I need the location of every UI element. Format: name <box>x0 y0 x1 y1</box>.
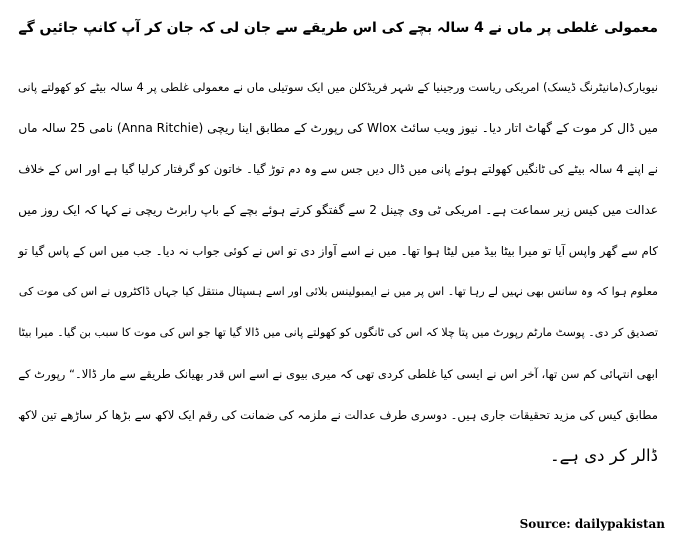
article-line: میں ڈال کر موت کے گھاٹ اتار دیا۔ نیوز ویب سائٹ Wlox کی رپورٹ کے مطابق اینا ریچی (Anna Ritchie) نامی 25 سالہ ماں <box>18 121 658 135</box>
article-line: عدالت میں کیس زیر سماعت ہے۔ امریکی ٹی وی چینل 2 سے گفتگو کرتے ہوئے بچے کے باپ رابرٹ ریچی نے کہا کہ ایک روز میں <box>18 203 658 217</box>
article-line: ڈالر کر دی ہے۔ <box>549 446 658 465</box>
article-line: تصدیق کر دی۔ پوسٹ مارٹم رپورٹ میں پتا چلا کہ اس کی ٹانگوں کو کھولتے پانی میں ڈالا گیا تھا جو اس کی موت کا سبب بن گیا۔ میرا بیٹا <box>18 326 658 339</box>
source-credit: Source: dailypakistan <box>519 517 665 531</box>
article-line: نے اپنے 4 سالہ بیٹے کی ٹانگیں کھولتے ہوئے پانی میں ڈال دیں جس سے وہ دم توڑ گیا۔ خاتون کو گرفتار کرلیا گیا ہے اور اس کے خلاف <box>18 162 658 176</box>
article-line: نیویارک(مانیٹرنگ ڈیسک) امریکی ریاست ورجینیا کے شہر فریڈکلن میں ایک سوتیلی ماں نے معمولی غلطی پر 4 سالہ بیٹے کو کھولتے پانی <box>17 80 658 94</box>
article-line: کام سے گھر واپس آیا تو میرا بیٹا بیڈ میں لیٹا ہوا تھا۔ میں نے اسے آواز دی تو اس نے کوئی جواب نہ دیا۔ جب میں اس کے پاس گیا تو <box>18 244 658 258</box>
article-headline: معمولی غلطی پر ماں نے 4 سالہ بچے کی اس طریقے سے جان لی کہ جان کر آپ کانپ جائیں گے <box>18 20 658 36</box>
article-line: معلوم ہوا کہ وہ سانس بھی نہیں لے رہا تھا۔ اس پر میں نے ایمبولینس بلائی اور اسے ہسپتال منتقل کیا جہاں ڈاکٹروں نے اس کی موت کی <box>18 285 658 298</box>
article-line: ابھی انتہائی کم سن تھا، آخر اس نے ایسی کیا غلطی کردی تھی کہ میری بیوی نے اسے اس قدر بھیانک طریقے سے مار ڈالا۔“ رپورٹ کے <box>18 367 658 381</box>
article-line: مطابق کیس کی مزید تحقیقات جاری ہیں۔ دوسری طرف عدالت نے ملزمہ کی ضمانت کی رقم ایک لاکھ سے بڑھا کر ساڑھے تین لاکھ <box>17 408 658 422</box>
